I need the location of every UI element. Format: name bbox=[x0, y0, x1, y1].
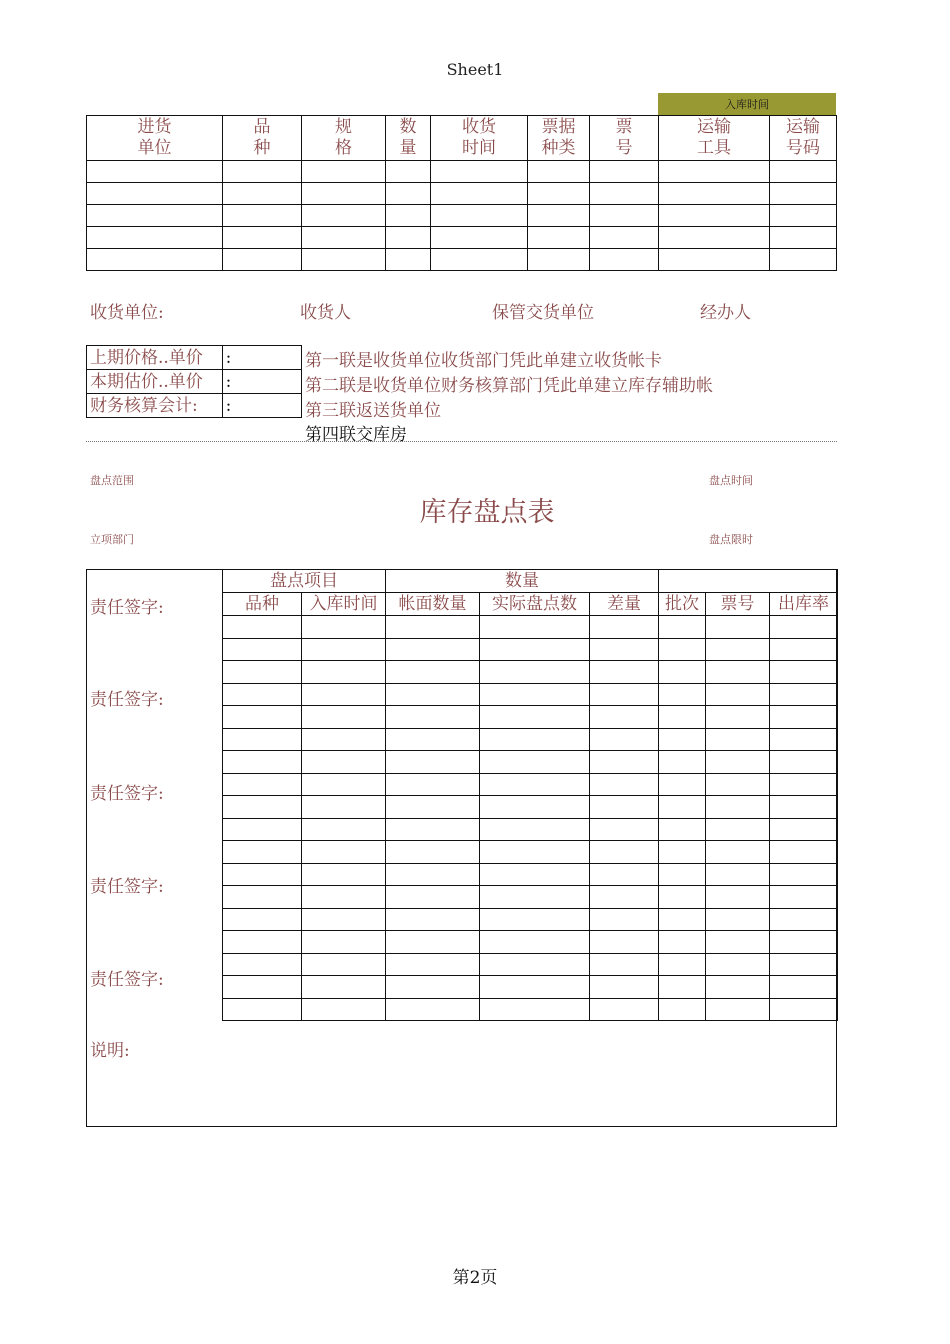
responsibility-label: 责任签字: bbox=[90, 598, 164, 618]
storage-time-badge: 入库时间 bbox=[658, 93, 836, 115]
price-label: 上期价格..单价 bbox=[87, 346, 223, 370]
receipt-cell[interactable] bbox=[302, 205, 386, 227]
receipt-cell[interactable] bbox=[431, 205, 528, 227]
inventory-cell[interactable] bbox=[590, 616, 659, 639]
dept-label: 立项部门 bbox=[90, 533, 134, 546]
receipt-cell[interactable] bbox=[590, 249, 659, 271]
group-header-quantity: 数量 bbox=[386, 570, 659, 593]
inventory-row bbox=[223, 818, 838, 841]
inventory-cell[interactable] bbox=[770, 616, 838, 639]
col-header-book-qty: 帐面数量 bbox=[386, 593, 480, 616]
inventory-cell[interactable] bbox=[770, 773, 838, 796]
divider bbox=[86, 441, 837, 442]
receipt-cell[interactable] bbox=[87, 205, 223, 227]
inventory-cell[interactable] bbox=[223, 841, 302, 864]
inventory-cell[interactable] bbox=[386, 796, 480, 819]
inventory-cell[interactable] bbox=[386, 638, 480, 661]
inventory-cell[interactable] bbox=[480, 818, 590, 841]
inventory-cell[interactable] bbox=[659, 773, 706, 796]
receipt-cell[interactable] bbox=[302, 227, 386, 249]
inventory-cell[interactable] bbox=[223, 931, 302, 954]
inventory-cell[interactable] bbox=[302, 818, 386, 841]
inventory-cell[interactable] bbox=[386, 773, 480, 796]
inventory-table bbox=[222, 569, 838, 1021]
inventory-cell[interactable] bbox=[659, 706, 706, 729]
group-header-row bbox=[223, 570, 838, 593]
receipt-cell[interactable] bbox=[659, 161, 770, 183]
sheet-title: Sheet1 bbox=[446, 60, 504, 79]
receipt-cell[interactable] bbox=[770, 205, 837, 227]
receipt-cell[interactable] bbox=[431, 183, 528, 205]
receipt-cell[interactable] bbox=[770, 249, 837, 271]
inventory-cell[interactable] bbox=[590, 953, 659, 976]
inventory-cell[interactable] bbox=[706, 863, 770, 886]
inventory-cell[interactable] bbox=[480, 638, 590, 661]
inventory-cell[interactable] bbox=[706, 796, 770, 819]
inventory-cell[interactable] bbox=[706, 841, 770, 864]
receipt-cell[interactable] bbox=[302, 249, 386, 271]
inventory-cell[interactable] bbox=[590, 841, 659, 864]
receipt-cell[interactable] bbox=[386, 227, 431, 249]
col-header-spec: 规 格 bbox=[302, 116, 386, 161]
inventory-cell[interactable] bbox=[770, 886, 838, 909]
inventory-cell[interactable] bbox=[480, 886, 590, 909]
inventory-cell[interactable] bbox=[302, 773, 386, 796]
inventory-cell[interactable] bbox=[706, 616, 770, 639]
inventory-cell[interactable] bbox=[770, 841, 838, 864]
receipt-cell[interactable] bbox=[87, 183, 223, 205]
inventory-cell[interactable] bbox=[706, 638, 770, 661]
inventory-row bbox=[223, 886, 838, 909]
copy-note-2: 第二联是收货单位财务核算部门凭此单建立库存辅助帐 bbox=[305, 376, 713, 396]
inventory-cell[interactable] bbox=[223, 751, 302, 774]
inventory-row bbox=[223, 616, 838, 639]
inventory-cell[interactable] bbox=[770, 751, 838, 774]
col-header-bill-type: 票据 种类 bbox=[528, 116, 590, 161]
inventory-cell[interactable] bbox=[659, 751, 706, 774]
receipt-cell[interactable] bbox=[528, 205, 590, 227]
copy-note-1: 第一联是收货单位收货部门凭此单建立收货帐卡 bbox=[305, 351, 662, 371]
inventory-cell[interactable] bbox=[386, 931, 480, 954]
inventory-cell[interactable] bbox=[590, 976, 659, 999]
price-value[interactable]: : bbox=[222, 370, 301, 394]
page-number: 第2页 bbox=[452, 1268, 498, 1288]
inventory-cell[interactable] bbox=[706, 931, 770, 954]
inventory-row bbox=[223, 728, 838, 751]
receipt-cell[interactable] bbox=[87, 249, 223, 271]
inventory-cell[interactable] bbox=[770, 638, 838, 661]
receipt-cell[interactable] bbox=[223, 161, 302, 183]
receipt-cell[interactable] bbox=[528, 249, 590, 271]
col-header-variety: 品 种 bbox=[223, 116, 302, 161]
receipt-cell[interactable] bbox=[770, 227, 837, 249]
price-table bbox=[86, 345, 302, 418]
receipt-cell[interactable] bbox=[223, 227, 302, 249]
receipt-cell[interactable] bbox=[223, 205, 302, 227]
inventory-cell[interactable] bbox=[590, 863, 659, 886]
inventory-cell[interactable] bbox=[659, 728, 706, 751]
inventory-cell[interactable] bbox=[302, 886, 386, 909]
receipt-row bbox=[87, 183, 837, 205]
inventory-cell[interactable] bbox=[480, 908, 590, 931]
inventory-cell[interactable] bbox=[223, 886, 302, 909]
receipt-cell[interactable] bbox=[659, 227, 770, 249]
inventory-row bbox=[223, 796, 838, 819]
inventory-cell[interactable] bbox=[659, 841, 706, 864]
inventory-cell[interactable] bbox=[223, 908, 302, 931]
responsibility-label: 责任签字: bbox=[90, 690, 164, 710]
inventory-row bbox=[223, 706, 838, 729]
inventory-cell[interactable] bbox=[480, 616, 590, 639]
inventory-cell[interactable] bbox=[302, 661, 386, 684]
receipt-row bbox=[87, 205, 837, 227]
inventory-cell[interactable] bbox=[770, 796, 838, 819]
receipt-cell[interactable] bbox=[223, 183, 302, 205]
copy-note-3: 第三联返送货单位 bbox=[305, 401, 441, 421]
inventory-cell[interactable] bbox=[590, 661, 659, 684]
inventory-cell[interactable] bbox=[659, 998, 706, 1021]
inventory-cell[interactable] bbox=[706, 976, 770, 999]
inventory-cell[interactable] bbox=[223, 796, 302, 819]
inventory-row bbox=[223, 841, 838, 864]
column-header-row bbox=[223, 593, 838, 616]
inventory-cell[interactable] bbox=[590, 998, 659, 1021]
receipt-cell[interactable] bbox=[87, 227, 223, 249]
inventory-cell[interactable] bbox=[590, 728, 659, 751]
inventory-cell[interactable] bbox=[480, 976, 590, 999]
receipt-cell[interactable] bbox=[302, 161, 386, 183]
inventory-cell[interactable] bbox=[302, 638, 386, 661]
explanation-label: 说明: bbox=[90, 1041, 130, 1061]
signature-line bbox=[90, 298, 850, 322]
inventory-cell[interactable] bbox=[770, 863, 838, 886]
receipt-row bbox=[87, 161, 837, 183]
inventory-cell[interactable] bbox=[480, 953, 590, 976]
inventory-cell[interactable] bbox=[590, 908, 659, 931]
inventory-row bbox=[223, 638, 838, 661]
receipt-cell[interactable] bbox=[659, 183, 770, 205]
col-header-qty: 数 量 bbox=[386, 116, 431, 161]
inventory-cell[interactable] bbox=[302, 706, 386, 729]
inventory-cell[interactable] bbox=[706, 998, 770, 1021]
responsibility-label: 责任签字: bbox=[90, 784, 164, 804]
inventory-cell[interactable] bbox=[386, 751, 480, 774]
inventory-cell[interactable] bbox=[770, 908, 838, 931]
inventory-cell[interactable] bbox=[302, 683, 386, 706]
receipt-cell[interactable] bbox=[431, 227, 528, 249]
inventory-cell[interactable] bbox=[302, 751, 386, 774]
inventory-cell[interactable] bbox=[223, 863, 302, 886]
inventory-cell[interactable] bbox=[770, 931, 838, 954]
receipt-row bbox=[87, 249, 837, 271]
price-row bbox=[87, 394, 302, 418]
col-header-batch: 批次 bbox=[659, 593, 706, 616]
inventory-row bbox=[223, 998, 838, 1021]
inventory-cell[interactable] bbox=[770, 683, 838, 706]
col-header-receive-time: 收货 时间 bbox=[431, 116, 528, 161]
inventory-cell[interactable] bbox=[386, 818, 480, 841]
inventory-cell[interactable] bbox=[386, 863, 480, 886]
inventory-cell[interactable] bbox=[659, 616, 706, 639]
inventory-cell[interactable] bbox=[386, 706, 480, 729]
inventory-time-label: 盘点时间 bbox=[709, 474, 753, 487]
inventory-cell[interactable] bbox=[386, 953, 480, 976]
receipt-cell[interactable] bbox=[386, 161, 431, 183]
receipt-cell[interactable] bbox=[431, 249, 528, 271]
inventory-cell[interactable] bbox=[480, 863, 590, 886]
inventory-cell[interactable] bbox=[223, 616, 302, 639]
inventory-cell[interactable] bbox=[706, 908, 770, 931]
inventory-cell[interactable] bbox=[659, 886, 706, 909]
inventory-row bbox=[223, 976, 838, 999]
scope-label: 盘点范围 bbox=[90, 474, 134, 487]
col-header-actual-qty: 实际盘点数 bbox=[480, 593, 590, 616]
inventory-cell[interactable] bbox=[386, 728, 480, 751]
inventory-cell[interactable] bbox=[706, 728, 770, 751]
receipt-cell[interactable] bbox=[528, 227, 590, 249]
inventory-cell[interactable] bbox=[770, 661, 838, 684]
receipt-cell[interactable] bbox=[590, 227, 659, 249]
receipt-cell[interactable] bbox=[590, 205, 659, 227]
inventory-cell[interactable] bbox=[659, 661, 706, 684]
inventory-cell[interactable] bbox=[302, 931, 386, 954]
handler-label: 经办人 bbox=[700, 303, 751, 323]
receipt-cell[interactable] bbox=[386, 249, 431, 271]
inventory-cell[interactable] bbox=[223, 706, 302, 729]
inventory-cell[interactable] bbox=[480, 751, 590, 774]
receipt-cell[interactable] bbox=[528, 183, 590, 205]
inventory-cell[interactable] bbox=[480, 998, 590, 1021]
col-header-bill-no: 票号 bbox=[706, 593, 770, 616]
responsibility-label: 责任签字: bbox=[90, 877, 164, 897]
receipt-row bbox=[87, 227, 837, 249]
receipt-cell[interactable] bbox=[386, 183, 431, 205]
inventory-cell[interactable] bbox=[302, 796, 386, 819]
inventory-cell[interactable] bbox=[590, 818, 659, 841]
inventory-cell[interactable] bbox=[706, 683, 770, 706]
price-row bbox=[87, 346, 302, 370]
inventory-cell[interactable] bbox=[706, 706, 770, 729]
inventory-cell[interactable] bbox=[659, 976, 706, 999]
inventory-cell[interactable] bbox=[706, 773, 770, 796]
inventory-cell[interactable] bbox=[302, 616, 386, 639]
receipt-cell[interactable] bbox=[528, 161, 590, 183]
inventory-cell[interactable] bbox=[706, 751, 770, 774]
receipt-cell[interactable] bbox=[659, 249, 770, 271]
col-header-storage-time: 入库时间 bbox=[302, 593, 386, 616]
inventory-cell[interactable] bbox=[480, 773, 590, 796]
inventory-cell[interactable] bbox=[302, 953, 386, 976]
receipt-cell[interactable] bbox=[431, 161, 528, 183]
inventory-cell[interactable] bbox=[223, 683, 302, 706]
inventory-cell[interactable] bbox=[302, 841, 386, 864]
price-label: 财务核算会计: bbox=[87, 394, 223, 418]
inventory-cell[interactable] bbox=[659, 953, 706, 976]
inventory-cell[interactable] bbox=[386, 998, 480, 1021]
inventory-cell[interactable] bbox=[223, 818, 302, 841]
inventory-cell[interactable] bbox=[223, 976, 302, 999]
inventory-cell[interactable] bbox=[386, 683, 480, 706]
inventory-cell[interactable] bbox=[302, 976, 386, 999]
inventory-cell[interactable] bbox=[659, 931, 706, 954]
price-row bbox=[87, 370, 302, 394]
receipt-header-row bbox=[87, 116, 837, 161]
receiving-unit-label: 收货单位: bbox=[90, 303, 164, 323]
col-header-transport: 运输 工具 bbox=[659, 116, 770, 161]
inventory-cell[interactable] bbox=[386, 616, 480, 639]
inventory-cell[interactable] bbox=[770, 953, 838, 976]
receipt-cell[interactable] bbox=[770, 183, 837, 205]
custodian-label: 保管交货单位 bbox=[492, 303, 594, 323]
inventory-cell[interactable] bbox=[480, 931, 590, 954]
receipt-cell[interactable] bbox=[770, 161, 837, 183]
inventory-cell[interactable] bbox=[223, 998, 302, 1021]
inventory-row bbox=[223, 661, 838, 684]
col-header-difference: 差量 bbox=[590, 593, 659, 616]
inventory-cell[interactable] bbox=[480, 661, 590, 684]
inventory-title: 库存盘点表 bbox=[419, 497, 555, 528]
receipt-table bbox=[86, 115, 837, 271]
inventory-cell[interactable] bbox=[770, 728, 838, 751]
inventory-cell[interactable] bbox=[706, 661, 770, 684]
inventory-cell[interactable] bbox=[480, 706, 590, 729]
inventory-cell[interactable] bbox=[223, 638, 302, 661]
inventory-cell[interactable] bbox=[480, 841, 590, 864]
group-header-extra bbox=[659, 570, 838, 593]
inventory-cell[interactable] bbox=[590, 751, 659, 774]
col-header-outbound-rate: 出库率 bbox=[770, 593, 838, 616]
receipt-cell[interactable] bbox=[386, 205, 431, 227]
inventory-cell[interactable] bbox=[223, 773, 302, 796]
inventory-row bbox=[223, 931, 838, 954]
receipt-cell[interactable] bbox=[87, 161, 223, 183]
inventory-cell[interactable] bbox=[659, 638, 706, 661]
inventory-cell[interactable] bbox=[770, 818, 838, 841]
inventory-cell[interactable] bbox=[590, 931, 659, 954]
inventory-cell[interactable] bbox=[706, 818, 770, 841]
inventory-cell[interactable] bbox=[659, 796, 706, 819]
inventory-row bbox=[223, 908, 838, 931]
inventory-cell[interactable] bbox=[480, 796, 590, 819]
inventory-cell[interactable] bbox=[706, 886, 770, 909]
inventory-cell[interactable] bbox=[223, 661, 302, 684]
inventory-cell[interactable] bbox=[590, 796, 659, 819]
inventory-cell[interactable] bbox=[659, 863, 706, 886]
inventory-row bbox=[223, 863, 838, 886]
inventory-cell[interactable] bbox=[706, 953, 770, 976]
receipt-cell[interactable] bbox=[590, 161, 659, 183]
inventory-cell[interactable] bbox=[659, 818, 706, 841]
inventory-cell[interactable] bbox=[302, 998, 386, 1021]
receipt-cell[interactable] bbox=[223, 249, 302, 271]
inventory-cell[interactable] bbox=[590, 773, 659, 796]
inventory-cell[interactable] bbox=[480, 728, 590, 751]
receipt-cell[interactable] bbox=[590, 183, 659, 205]
col-header-transport-no: 运输 号码 bbox=[770, 116, 837, 161]
price-value[interactable]: : bbox=[222, 346, 301, 370]
copy-note-4: 第四联交库房 bbox=[305, 425, 407, 445]
group-header-items: 盘点项目 bbox=[223, 570, 386, 593]
inventory-cell[interactable] bbox=[480, 683, 590, 706]
col-header-variety: 品种 bbox=[223, 593, 302, 616]
inventory-cell[interactable] bbox=[386, 976, 480, 999]
responsibility-label: 责任签字: bbox=[90, 970, 164, 990]
inventory-row bbox=[223, 953, 838, 976]
inventory-row bbox=[223, 751, 838, 774]
time-limit-label: 盘点限时 bbox=[709, 533, 753, 546]
inventory-row bbox=[223, 683, 838, 706]
inventory-cell[interactable] bbox=[386, 886, 480, 909]
receiver-label: 收货人 bbox=[300, 303, 351, 323]
col-header-bill-no: 票 号 bbox=[590, 116, 659, 161]
inventory-cell[interactable] bbox=[223, 953, 302, 976]
inventory-cell[interactable] bbox=[590, 638, 659, 661]
inventory-cell[interactable] bbox=[590, 886, 659, 909]
col-header-supplier: 进货 单位 bbox=[87, 116, 223, 161]
inventory-cell[interactable] bbox=[302, 863, 386, 886]
inventory-cell[interactable] bbox=[659, 683, 706, 706]
inventory-cell[interactable] bbox=[770, 706, 838, 729]
price-value[interactable]: : bbox=[222, 394, 301, 418]
inventory-cell[interactable] bbox=[223, 728, 302, 751]
inventory-cell[interactable] bbox=[770, 998, 838, 1021]
inventory-cell[interactable] bbox=[386, 841, 480, 864]
inventory-cell[interactable] bbox=[386, 908, 480, 931]
inventory-cell[interactable] bbox=[386, 661, 480, 684]
inventory-cell[interactable] bbox=[590, 683, 659, 706]
inventory-cell[interactable] bbox=[302, 728, 386, 751]
receipt-cell[interactable] bbox=[659, 205, 770, 227]
receipt-cell[interactable] bbox=[302, 183, 386, 205]
inventory-cell[interactable] bbox=[590, 706, 659, 729]
inventory-cell[interactable] bbox=[770, 976, 838, 999]
inventory-cell[interactable] bbox=[659, 908, 706, 931]
price-label: 本期估价..单价 bbox=[87, 370, 223, 394]
inventory-cell[interactable] bbox=[302, 908, 386, 931]
inventory-row bbox=[223, 773, 838, 796]
